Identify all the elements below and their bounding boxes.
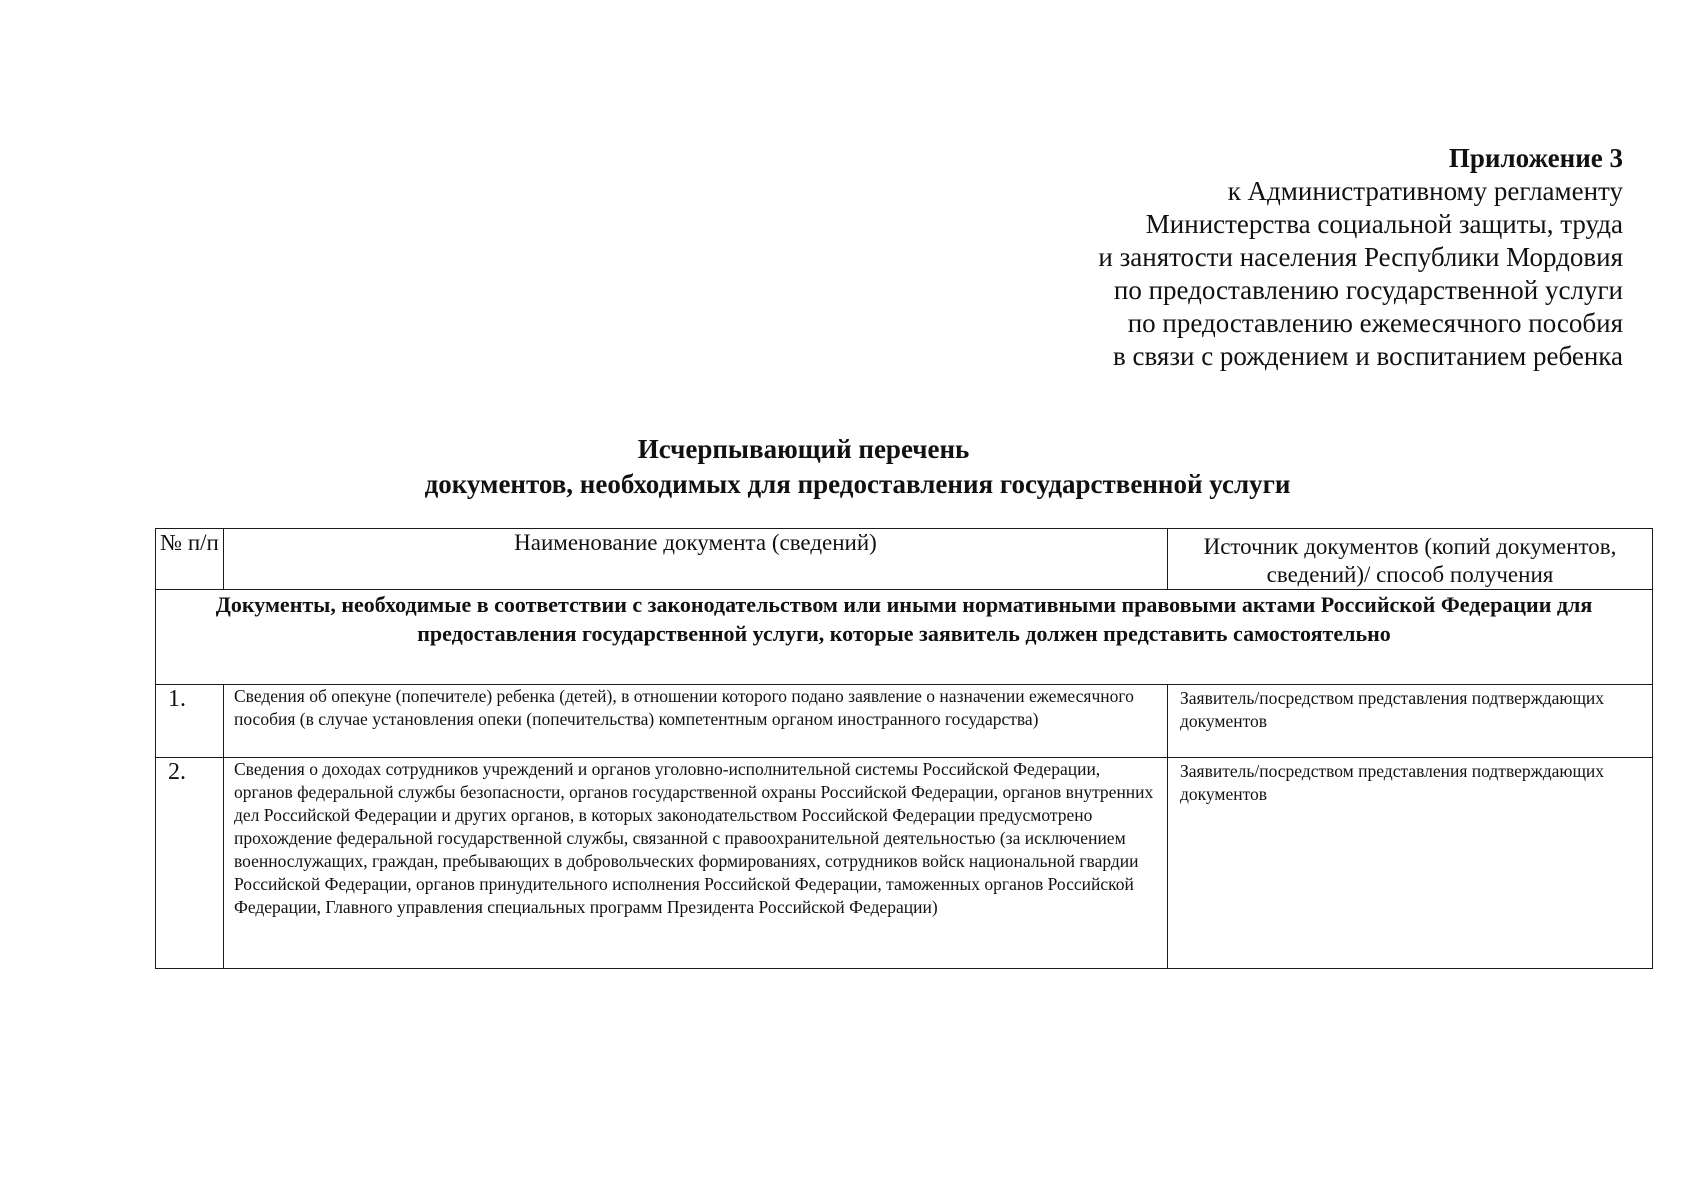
heading-line-2: документов, необходимых для предоставления государственной услуги xyxy=(424,469,1291,499)
section-row xyxy=(156,590,1653,685)
row-number: 2. xyxy=(156,758,224,969)
header-number: № п/п xyxy=(156,529,224,590)
appendix-block xyxy=(1098,142,1623,373)
appendix-line: по предоставлению государственной услуги xyxy=(1113,275,1623,305)
row-document-name: Сведения о доходах сотрудников учреждений и органов уголовно-исполнительной системы Российской Федерации, органов федеральной службы безопасности, органов государственной охраны Российской Федерации, органов внутренних дел Российской Федерации и других органов, в которых законодательством Российской Федерации предусмотрено прохождение федеральной государственной службы, связанной с правоохранительной деятельностью (за исключением военнослужащих, граждан, пребывающих в добровольческих формированиях, сотрудников войск национальной гвардии Российской Федерации, органов принудительного исполнения Российской Федерации, таможенных органов Российской Федерации, Главного управления специальных программ Президента Российской Федерации) xyxy=(224,758,1168,969)
header-source: Источник документов (копий документов, сведений)/ способ получения xyxy=(1168,529,1653,590)
appendix-line: по предоставлению ежемесячного пособия xyxy=(1127,308,1623,338)
row-source: Заявитель/посредством представления подтверждающих документов xyxy=(1168,685,1653,758)
appendix-title: Приложение 3 xyxy=(1448,143,1623,173)
row-number: 1. xyxy=(156,685,224,758)
appendix-line: в связи с рождением и воспитанием ребенка xyxy=(1113,341,1623,371)
appendix-line: к Административному регламенту xyxy=(1227,176,1623,206)
document-heading xyxy=(0,432,1697,502)
table-row xyxy=(156,758,1653,969)
header-document-name: Наименование документа (сведений) xyxy=(224,529,1168,590)
section-title: Документы, необходимые в соответствии с законодательством или иными нормативными правовыми актами Российской Федерации для предоставления государственной услуги, которые заявитель должен представить самостоятельно xyxy=(156,590,1653,685)
row-document-name: Сведения об опекуне (попечителе) ребенка (детей), в отношении которого подано заявление о назначении ежемесячного пособия (в случае установления опеки (попечительства) компетентным органом иностранного государства) xyxy=(224,685,1168,758)
table-row xyxy=(156,685,1653,758)
appendix-line: Министерства социальной защиты, труда xyxy=(1145,209,1623,239)
documents-table xyxy=(155,528,1653,969)
heading-line-1: Исчерпывающий перечень xyxy=(637,434,970,464)
table-header-row xyxy=(156,529,1653,590)
row-source: Заявитель/посредством представления подтверждающих документов xyxy=(1168,758,1653,969)
appendix-line: и занятости населения Республики Мордовия xyxy=(1098,242,1623,272)
